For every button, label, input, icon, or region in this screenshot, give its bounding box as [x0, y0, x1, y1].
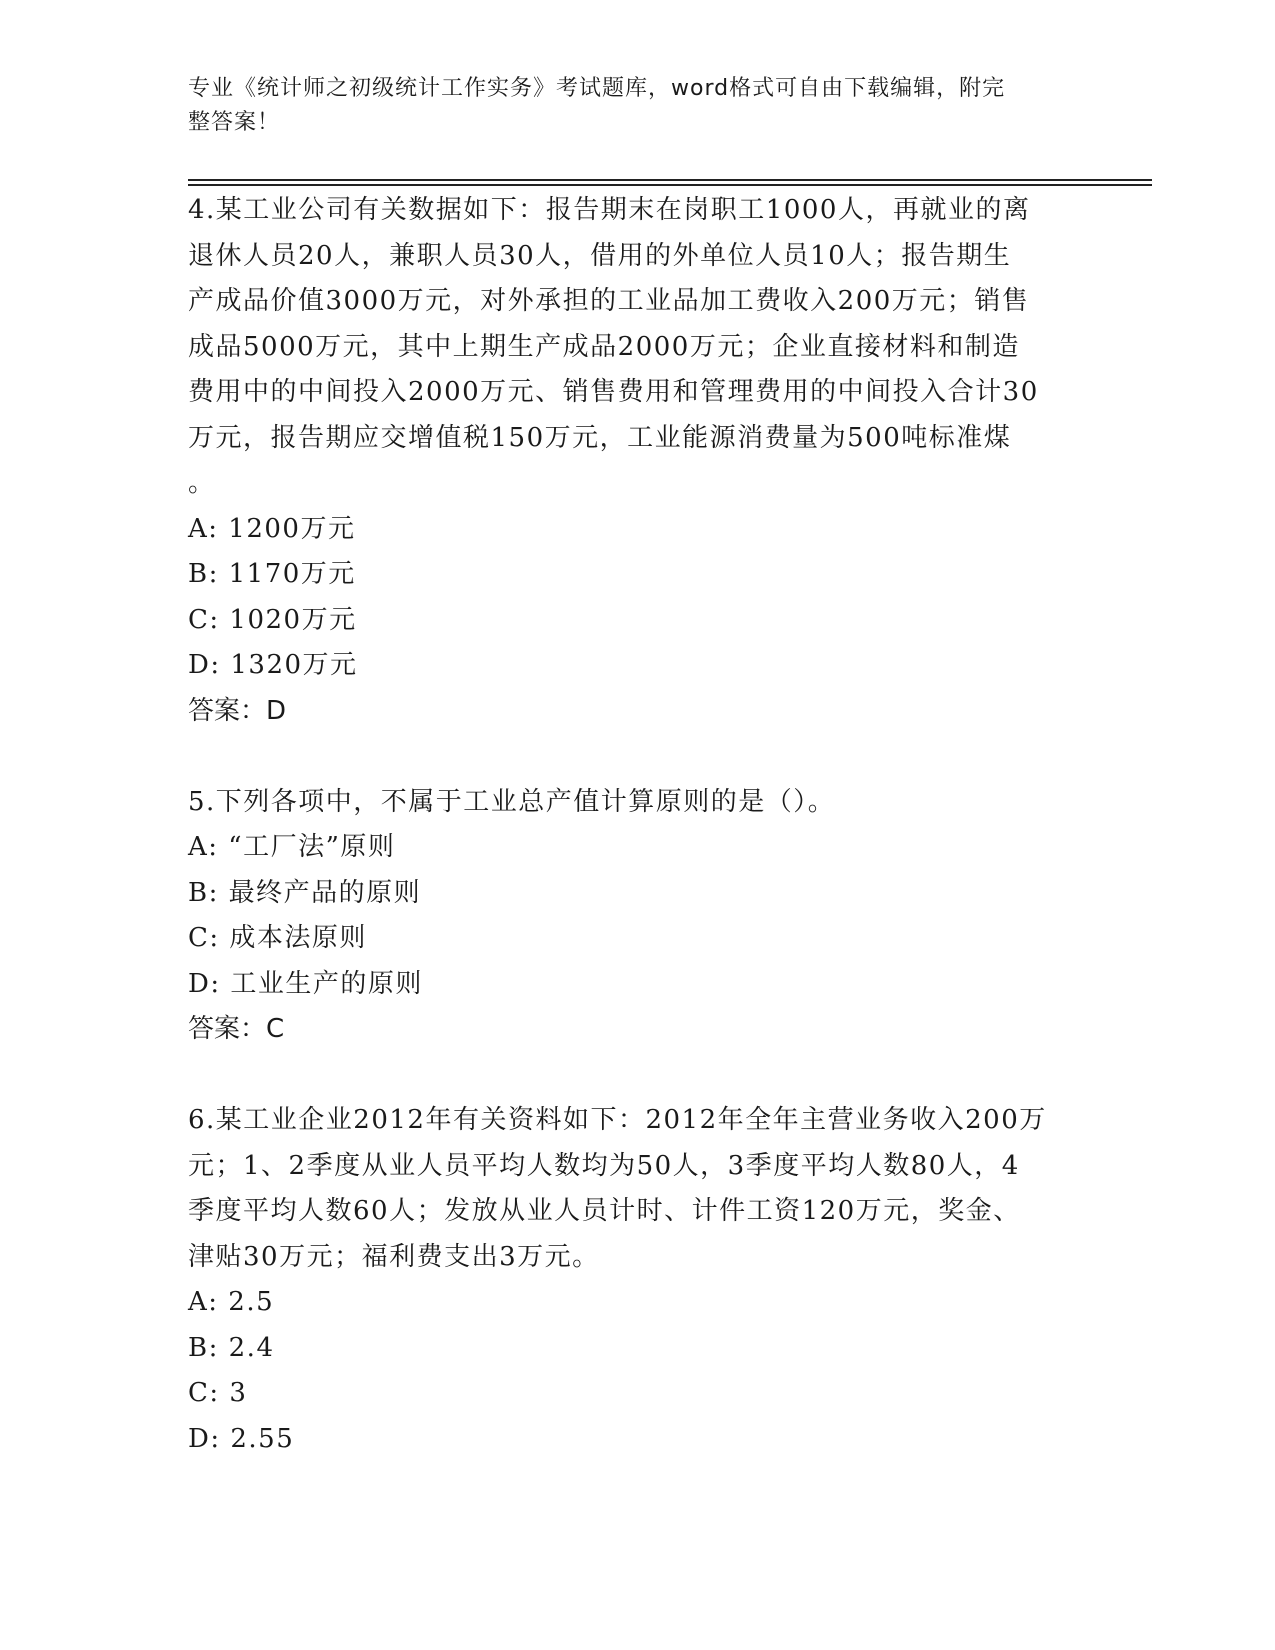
question-list: [188, 188, 1088, 1462]
question-5-option-b: B: 最终产品的原则: [188, 877, 422, 908]
question-spacer: [188, 1053, 1088, 1099]
question-5-answer: 答案：C: [188, 1014, 285, 1044]
question-6-option-a: A: 2.5: [188, 1287, 275, 1317]
document-header: [188, 72, 1068, 140]
question-4-answer: 答案：D: [188, 695, 287, 726]
question-6-option-d: D: 2.55: [188, 1423, 295, 1454]
question-4-option-d: D: 1320万元: [188, 650, 358, 680]
question-4-line-3: 产成品价值3000万元，对外承担的工业品加工费收入200万元；销售: [188, 286, 1030, 316]
header-rule-top: [188, 179, 1152, 181]
question-4-option-b: B: 1170万元: [188, 559, 356, 589]
question-4-line-6: 万元，报告期应交增值税150万元，工业能源消费量为500吨标准煤: [188, 422, 1012, 453]
question-4-line-5: 费用中的中间投入2000万元、销售费用和管理费用的中间投入合计30: [188, 377, 1039, 407]
question-5: [188, 780, 1088, 1053]
question-5-option-d: D: 工业生产的原则: [188, 968, 423, 999]
question-6-line-3: 季度平均人数60人；发放从业人员计时、计件工资120万元，奖金、: [188, 1196, 1021, 1226]
question-4-option-c: C: 1020万元: [188, 604, 357, 635]
header-rule-bottom: [188, 184, 1152, 186]
question-6: [188, 1098, 1088, 1462]
question-spacer: [188, 734, 1088, 780]
question-5-line-1: 5.下列各项中，不属于工业总产值计算原则的是（）。: [188, 786, 836, 817]
question-6-line-2: 元；1、2季度从业人员平均人数均为50人，3季度平均人数80人，4: [188, 1150, 1020, 1181]
question-6-line-1: 6.某工业企业2012年有关资料如下：2012年全年主营业务收入200万: [188, 1105, 1047, 1135]
question-6-option-b: B: 2.4: [188, 1332, 275, 1363]
question-5-option-a: A: “工厂法”原则: [188, 832, 396, 862]
question-4-line-7: 。: [188, 468, 216, 498]
question-6-line-4: 津贴30万元；福利费支出3万元。: [188, 1241, 600, 1272]
header-line-2: 整答案！: [188, 110, 281, 135]
header-line-1: 专业《统计师之初级统计工作实务》考试题库，word格式可自由下载编辑，附完: [188, 76, 1006, 101]
question-5-option-c: C: 成本法原则: [188, 923, 367, 953]
question-4-line-1: 4.某工业公司有关数据如下：报告期末在岗职工1000人，再就业的离: [188, 195, 1031, 225]
question-4-line-4: 成品5000万元，其中上期生产成品2000万元；企业直接材料和制造: [188, 331, 1020, 362]
question-4-option-a: A: 1200万元: [188, 513, 356, 544]
question-4: [188, 188, 1088, 734]
question-6-option-c: C: 3: [188, 1378, 248, 1408]
question-4-line-2: 退休人员20人，兼职人员30人，借用的外单位人员10人；报告期生: [188, 240, 1012, 271]
